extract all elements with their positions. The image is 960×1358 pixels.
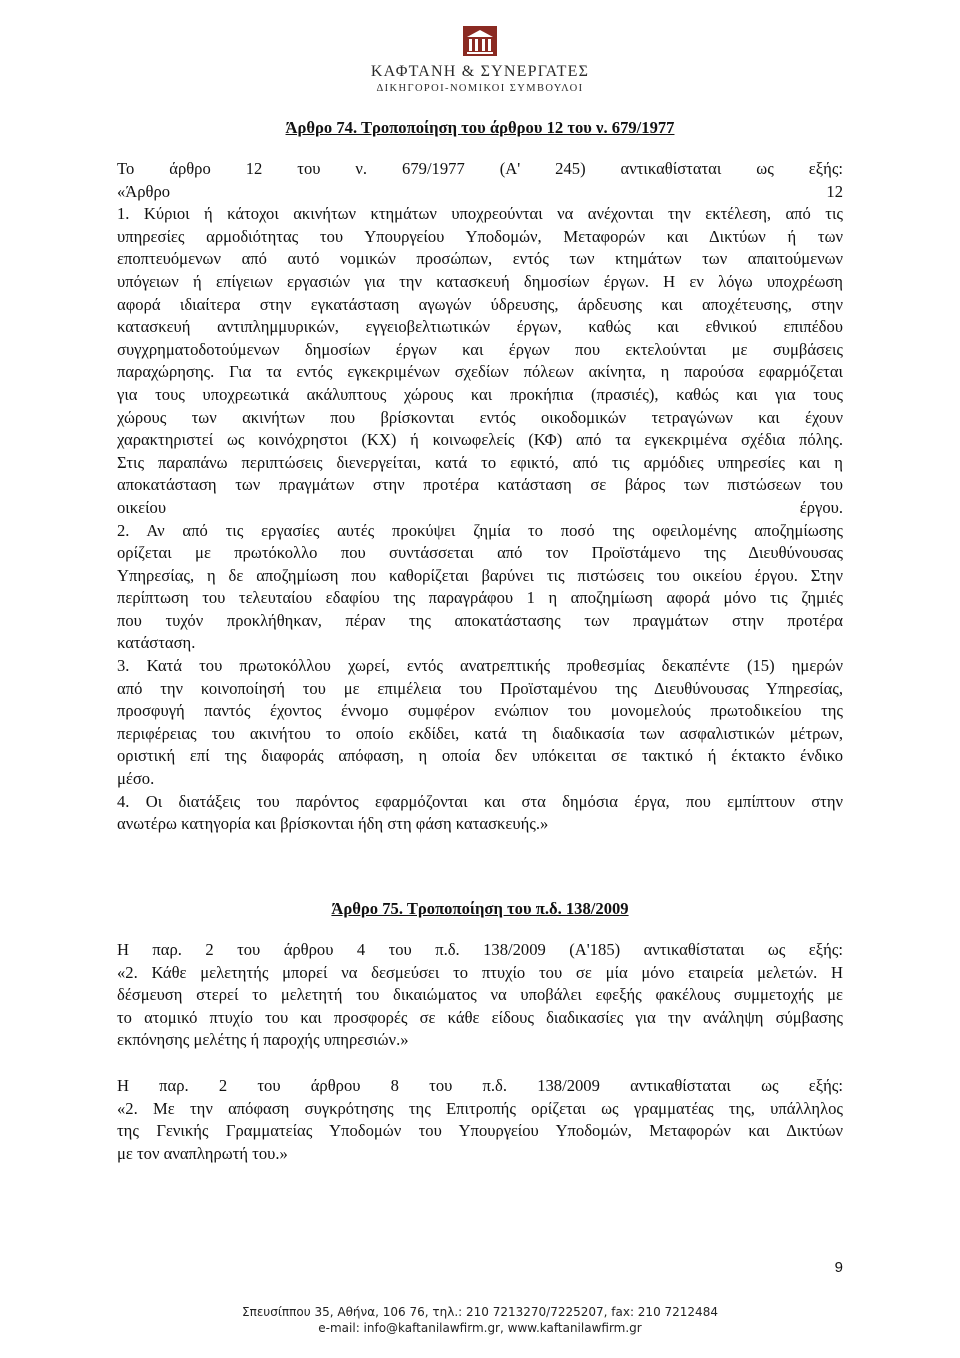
firm-logo [0, 26, 960, 94]
text-line: χώρους των ακινήτων που βρίσκονται εντός οικοδομικών τετραγώνων και έχουν [117, 407, 843, 427]
text-line: το ατομικό πτυχίο του και προσφορές σε κάθε είδους διαδικασίες για την ανάληψη σύμβασης [117, 1007, 843, 1027]
article-75-heading: Άρθρο 75. Τροποποίηση του π.δ. 138/2009 [331, 899, 629, 918]
article-74-heading: Άρθρο 74. Τροποποίηση του άρθρου 12 του ν. 679/1977 [285, 118, 675, 137]
text-line: δέσμευση στερεί το μελετητή του δικαιώματος να υποβάλει εφεξής φακέλους συμμετοχής με [117, 985, 843, 1005]
article-74-body [117, 158, 843, 836]
text-line: που τυχόν προκλήθηκαν, πέραν της αποκατάστασης των πραγμάτων στην προτέρα [117, 610, 843, 630]
firm-name: ΚΑΦΤΑΝΗ & ΣΥΝΕΡΓΑΤΕΣ [370, 63, 590, 80]
text-line: για τους υποχρεωτικά ακάλυπτους χώρους και προκήπια (πρασιές), καθώς και για τους [117, 384, 843, 404]
text-line: προσφυγή παντός έχοντος έννομο συμφέρον ενώπιον του μονομελούς πρωτοδικείου της [117, 701, 843, 721]
text-line: 3. Κατά του πρωτοκόλλου χωρεί, εντός ανατρεπτικής προθεσμίας δεκαπέντε (15) ημερών [117, 656, 843, 676]
text-line: συγχρηματοδοτούμενων δημοσίων έργων και έργων που εκτελούνται με συμβάσεις [117, 339, 843, 359]
text-line: Υπηρεσίας, η δε αποζημίωση που καθορίζεται βαρύνει τις πιστώσεις του οικείου έργου. Στην [117, 565, 843, 585]
text-line: κατασκευή αντιπλημμυρικών, εγγειοβελτιωτικών έργων, καθώς και εθνικού επιπέδου [117, 317, 843, 337]
text-line: Η παρ. 2 του άρθρου 8 του π.δ. 138/2009 αντικαθίσταται ως εξής: [117, 1076, 843, 1095]
article-75-paragraph-1 [117, 939, 843, 1052]
text-line: Το άρθρο 12 του ν. 679/1977 (Α' 245) αντικαθίσταται ως εξής: [117, 159, 843, 178]
text-line: της Γενικής Γραμματείας Υποδομών του Υπουργείου Υποδομών, Μεταφορών και Δικτύων [117, 1121, 843, 1141]
article-75-paragraph-2 [117, 1075, 843, 1165]
text-line: 1. Κύριοι ή κάτοχοι ακινήτων κτημάτων υποχρεούνται να ανέχονται την εκτέλεση, από τις [117, 204, 843, 224]
text-line: οριστική επί της διαφοράς απόφαση, η οποία δεν υπόκειται σε τακτικό ή έκτακτο ένδικο [117, 746, 843, 766]
text-line: Στις παραπάνω περιπτώσεις διενεργείται, κατά το εφικτό, από τις αρμόδιες υπηρεσίες και η [117, 452, 843, 472]
footer-address: Σπευσίππου 35, Αθήνα, 106 76, τηλ.: 210 7213270/7225207, fax: 210 7212484 [242, 1305, 718, 1319]
text-line: παραχώρησης. Για τα εντός εγκεκριμένων σχεδίων πόλεων ακίνητα, η παρούσα εφαρμόζεται [117, 362, 843, 382]
text-line: «2. Κάθε μελετητής μπορεί να δεσμεύσει το πτυχίο του σε μία μόνο εταιρεία μελετών. Η [117, 962, 843, 982]
text-line: περιφέρειας του ακινήτου το οποίο εκδίδει, κατά τη διαδικασία των ασφαλιστικών μέτρων, [117, 723, 843, 743]
text-line: εκπόνησης μελέτης ή παροχής υπηρεσιών.» [117, 1030, 409, 1050]
text-line: υπηρεσίες αρμοδιότητας του Υπουργείου Υποδομών, Μεταφορών και Δικτύων ή των [117, 226, 843, 246]
text-line: 2. Αν από τις εργασίες αυτές προκύψει ζημία το ποσό της οφειλομένης αποζημίωσης [117, 520, 843, 540]
text-line: μέσο. [117, 769, 155, 789]
text-line: ανωτέρω κατηγορία και βρίσκονται ήδη στη φάση κατασκευής.» [117, 814, 549, 834]
text-line: από την κοινοποίησή του με επιμέλεια του Προϊσταμένου της Διευθύνουσας Υπηρεσίας, [117, 678, 843, 698]
text-line: εποπτευόμενων από αυτό νομικών προσώπων, εντός των κτημάτων των απαιτούμενων [117, 249, 843, 269]
text-line: Η παρ. 2 του άρθρου 4 του π.δ. 138/2009 (Α'185) αντικαθίσταται ως εξής: [117, 940, 843, 959]
text-line: με τον αναπληρωτή του.» [117, 1143, 288, 1163]
text-line: υπόγειων ή επίγειων εργασιών για την κατασκευή δημοσίων έργων. Η εν λόγω υποχρέωση [117, 271, 843, 291]
footer-contact: e-mail: info@kaftanilawfirm.gr, www.kaftanilawfirm.gr [318, 1321, 642, 1335]
text-line: χαρακτηριστεί ως κοινόχρηστοι (ΚΧ) ή κοινωφελείς (ΚΦ) από τα εγκεκριμένα σχέδια πόλης. [117, 430, 843, 450]
text-line: αποκατάσταση των πραγμάτων στην προτέρα κατάσταση σε βάρος των πιστώσεων του [117, 475, 843, 495]
building-icon [463, 26, 497, 56]
firm-subtitle: ΔΙΚΗΓΟΡΟΙ-ΝΟΜΙΚΟΙ ΣΥΜΒΟΥΛΟΙ [376, 83, 584, 94]
text-line: «Άρθρο 12 [117, 181, 843, 201]
text-line: κατάσταση. [117, 633, 196, 653]
text-line: αφορά ιδιαίτερα στην εγκατάσταση αγωγών ύδρευσης, άρδευσης και αποχέτευσης, στην [117, 294, 843, 314]
text-line: ορίζεται με πρωτόκολλο που συντάσσεται από τον Προϊστάμενο της Διευθύνουσας [117, 543, 843, 563]
text-line: «2. Με την απόφαση συγκρότησης της Επιτροπής ορίζεται ως γραμματέας της, υπάλληλος [117, 1098, 843, 1118]
text-line: περίπτωση του τελευταίου εδαφίου της παραγράφου 1 η αποζημίωση αφορά μόνο τις ζημιές [117, 588, 843, 608]
text-line: 4. Οι διατάξεις του παρόντος εφαρμόζονται και στα δημόσια έργα, που εμπίπτουν στην [117, 791, 843, 811]
page-number: 9 [834, 1259, 843, 1276]
text-line: οικείου έργου. [117, 497, 843, 517]
